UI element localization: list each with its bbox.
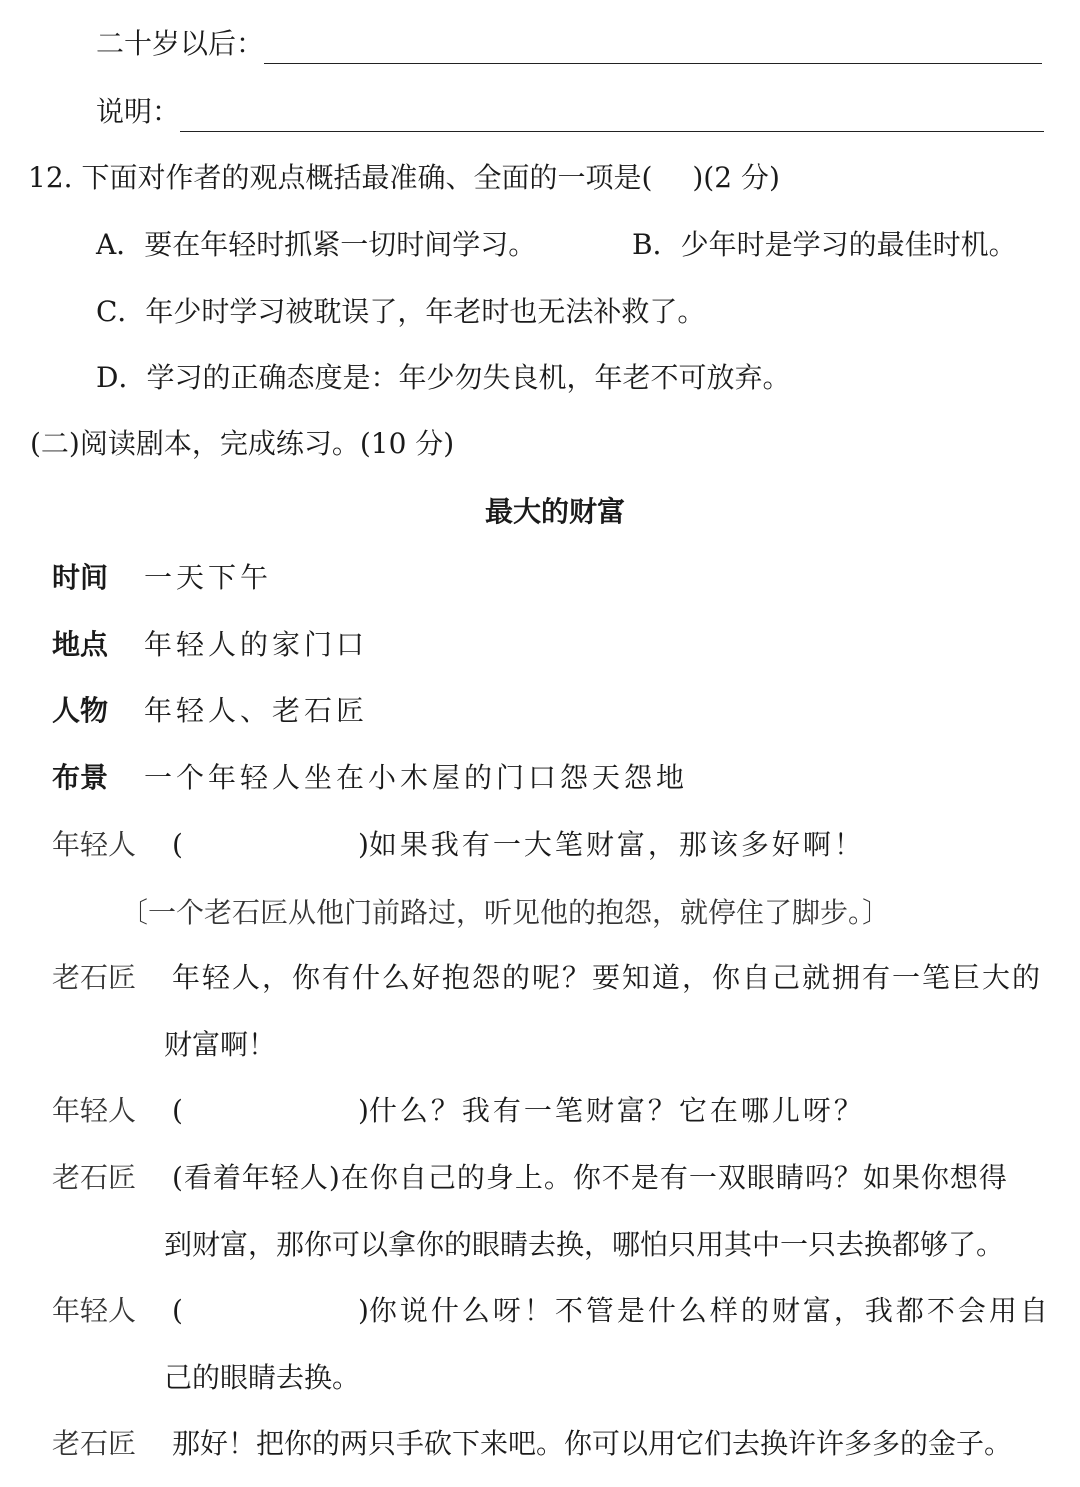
dialogue-line: [52, 1424, 1012, 1464]
close-paren: ): [357, 1294, 369, 1327]
speaker-name: 年轻人: [52, 828, 137, 861]
explain-row: [96, 92, 1044, 132]
meta-label: 布景: [52, 761, 109, 794]
meta-value: 年轻人、老石匠: [144, 694, 369, 727]
dialogue-continuation: 己的眼睛去换。: [164, 1361, 361, 1394]
explain-answer-blank[interactable]: [180, 101, 1044, 132]
dialogue-line: [52, 958, 1042, 998]
dialogue-text: 你说什么呀！不管是什么样的财富，我都不会用自: [368, 1294, 1051, 1327]
close-paren: ): [357, 1094, 369, 1127]
close-paren: ): [357, 828, 369, 861]
speaker-name: 老石匠: [52, 1427, 137, 1460]
dialogue-text: 什么？我有一笔财富？它在哪儿呀？: [368, 1094, 865, 1127]
meta-label: 时间: [52, 561, 109, 594]
meta-value: 年轻人的家门口: [144, 628, 369, 661]
q12-option-c[interactable]: [96, 292, 705, 332]
section2-heading: (二)阅读剧本，完成练习。(10 分): [30, 427, 455, 460]
q12-option-a[interactable]: [96, 225, 536, 265]
speaker-name: 年轻人: [52, 1094, 137, 1127]
dialogue-text: 年轻人，你有什么好抱怨的呢？要知道，你自己就拥有一笔巨大的: [172, 961, 1043, 994]
q12-option-b[interactable]: [632, 225, 1017, 265]
dialogue-text: 那好！把你的两只手砍下来吧。你可以用它们去换许许多多的金子。: [172, 1427, 1013, 1460]
open-paren: (: [172, 1294, 183, 1327]
speaker-name: 老石匠: [52, 961, 137, 994]
dialogue-line: [52, 1091, 865, 1131]
meta-value: 一天下午: [144, 561, 273, 594]
dialogue-text: 如果我有一大笔财富，那该多好啊！: [368, 828, 865, 861]
q12-option-b-text: B．少年时是学习的最佳时机。: [632, 228, 1017, 261]
open-paren: (: [172, 1094, 183, 1127]
dialogue-line: [52, 825, 865, 865]
speaker-name: 年轻人: [52, 1294, 137, 1327]
q12-number: 12.: [28, 161, 73, 194]
meta-row-place: [52, 625, 368, 665]
dialogue-continuation: 到财富，那你可以拿你的眼睛去换，哪怕只用其中一只去换都够了。: [164, 1228, 1005, 1261]
after-twenty-answer-blank[interactable]: [264, 33, 1042, 64]
meta-row-time: [52, 558, 272, 598]
q12-option-d-text: D．学习的正确态度是：年少勿失良机，年老不可放弃。: [96, 361, 791, 394]
q12-option-c-text: C．年少时学习被耽误了，年老时也无法补救了。: [96, 295, 706, 328]
stage-direction: 〔一个老石匠从他门前路过，听见他的抱怨，就停住了脚步。〕: [120, 896, 891, 929]
open-paren: (: [172, 828, 183, 861]
meta-label: 地点: [52, 628, 109, 661]
speaker-name: 老石匠: [52, 1161, 137, 1194]
meta-row-characters: [52, 691, 368, 731]
play-title: 最大的财富: [484, 495, 625, 528]
meta-label: 人物: [52, 694, 109, 727]
explain-label: 说明：: [96, 95, 181, 128]
meta-row-setting: [52, 758, 688, 798]
q12-stem-end: )(2 分): [692, 161, 780, 194]
dialogue-text: (看着年轻人)在你自己的身上。你不是有一双眼睛吗？如果你想得: [172, 1161, 1008, 1194]
after-twenty-row: [96, 24, 1042, 64]
meta-value: 一个年轻人坐在小木屋的门口怨天怨地: [144, 761, 689, 794]
dialogue-continuation: 财富啊！: [164, 1028, 277, 1061]
dialogue-line: [52, 1158, 1008, 1198]
dialogue-line: [52, 1291, 1051, 1331]
after-twenty-label: 二十岁以后：: [96, 27, 265, 60]
q12-option-d[interactable]: [96, 358, 790, 398]
q12-option-a-text: A．要在年轻时抓紧一切时间学习。: [96, 228, 537, 261]
q12-stem: [28, 158, 780, 198]
q12-stem-text: 下面对作者的观点概括最准确、全面的一项是(: [81, 161, 653, 194]
